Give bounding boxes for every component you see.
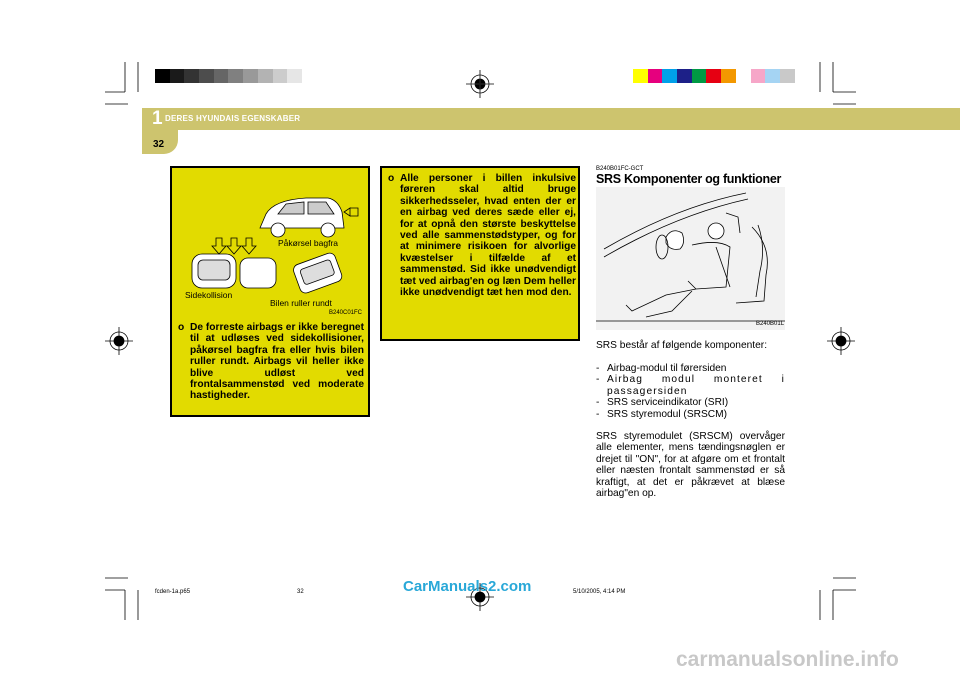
color-swatch (765, 69, 780, 83)
rollover-car-icon (292, 251, 344, 294)
color-swatch (184, 69, 199, 83)
list-item: - Airbag modul monteret i passagersiden (596, 374, 785, 397)
chapter-number: 1 (152, 108, 163, 129)
label-rear-impact: Påkørsel bagfra (278, 238, 338, 248)
warning-paragraph (388, 173, 576, 298)
component-airbag-driver: Airbag-modul til førersiden (607, 363, 727, 374)
bullet-marker: o (178, 322, 185, 333)
figure-code: B240B01L (756, 321, 785, 327)
section-code: B240B01FC-GCT (596, 166, 644, 172)
color-swatch (677, 69, 692, 83)
color-swatch (258, 69, 273, 83)
list-item: - Airbag-modul til førersiden (596, 363, 727, 374)
color-swatch (706, 69, 721, 83)
color-swatch (751, 69, 766, 83)
registration-mark-right (827, 327, 855, 355)
srs-intro: SRS består af følgende komponenter: (596, 340, 768, 351)
watermark-online[interactable]: carmanualsonline.info (676, 648, 899, 671)
footer-page: 32 (297, 589, 304, 595)
color-swatch (780, 69, 795, 83)
warning-box-airbag-limits (170, 166, 370, 417)
color-bar-grayscale (155, 69, 317, 83)
warning-box-seatbelt (380, 166, 580, 341)
warning-text: De forreste airbags er ikke beregnet til at udløses ved sidekollisioner, påkørsel bagfra fra eller hvis bilen ruller rundt. Airbags vil heller ikke blive udløst ved frontalsammenstød ved moderate hastigheder. (190, 322, 364, 402)
label-rollover: Bilen ruller rundt (270, 298, 332, 308)
color-swatch (155, 69, 170, 83)
footer-date: 5/10/2005, 4:14 PM (573, 589, 626, 595)
footer-filename: fcden-1a.p65 (155, 589, 191, 595)
srs-component-list (596, 363, 785, 420)
color-swatch (692, 69, 707, 83)
chapter-title: DERES HYUNDAIS EGENSKABER (165, 114, 301, 123)
color-swatch (199, 69, 214, 83)
component-sri: SRS serviceindikator (SRI) (607, 397, 729, 409)
warning-paragraph (178, 322, 364, 402)
color-swatch (662, 69, 677, 83)
car-side-view-icon (260, 198, 344, 237)
color-swatch (273, 69, 288, 83)
color-swatch (170, 69, 185, 83)
label-side-collision: Sidekollision (185, 290, 233, 300)
component-airbag-passenger: Airbag modul monteret i passagersiden (607, 374, 785, 397)
color-swatch (287, 69, 302, 83)
srs-description: SRS styremodulet (SRSCM) overvåger alle elementer, mens tændingsnøglen er drejet til "ON", for at afgøre om et frontalt eller næsten frontalt sammenstød er så kraftigt, at det er påkrævet at blæse airbag"en op. (596, 431, 785, 500)
color-swatch (228, 69, 243, 83)
impact-arrows-icon (212, 238, 256, 254)
color-swatch (633, 69, 648, 83)
rear-arrow-icon (344, 208, 358, 216)
color-swatch (243, 69, 258, 83)
srs-figure (596, 187, 785, 330)
list-item: - SRS serviceindikator (SRI) (596, 397, 729, 409)
list-item: - SRS styremodul (SRSCM) (596, 408, 728, 420)
image-code: B240C01FC (329, 310, 363, 316)
component-srscm: SRS styremodul (SRSCM) (607, 408, 728, 420)
page-number: 32 (153, 139, 165, 150)
bullet-marker: o (388, 173, 395, 184)
color-swatch (214, 69, 229, 83)
warning-text: Alle personer i billen inkulsive føreren skal altid bruge sikkerhedsseler, hvad enten der er en airbag ved deres sæde eller ej, for at opnå den største beskyttelse ved alle sammenstødstyper, og for at minimere risikoen for alvorlige kvæstelser i tilfælde af et sammenstød. Sid ikke unødvendigt tæt ved airbag'en og læn Dem heller ikke unødvendigt tæt hen mod den. (400, 173, 576, 299)
color-bar-process (633, 69, 795, 83)
color-swatch (302, 69, 317, 83)
watermark-carmanuals[interactable]: CarManuals2.com (403, 578, 532, 595)
color-swatch (648, 69, 663, 83)
registration-mark-top (466, 70, 494, 98)
driver-airbag-illustration (596, 187, 785, 330)
registration-mark-left (105, 327, 133, 355)
section-title: SRS Komponenter og funktioner (596, 172, 782, 186)
color-swatch (736, 69, 751, 83)
car-top-view-icon (192, 254, 276, 288)
color-swatch (721, 69, 736, 83)
